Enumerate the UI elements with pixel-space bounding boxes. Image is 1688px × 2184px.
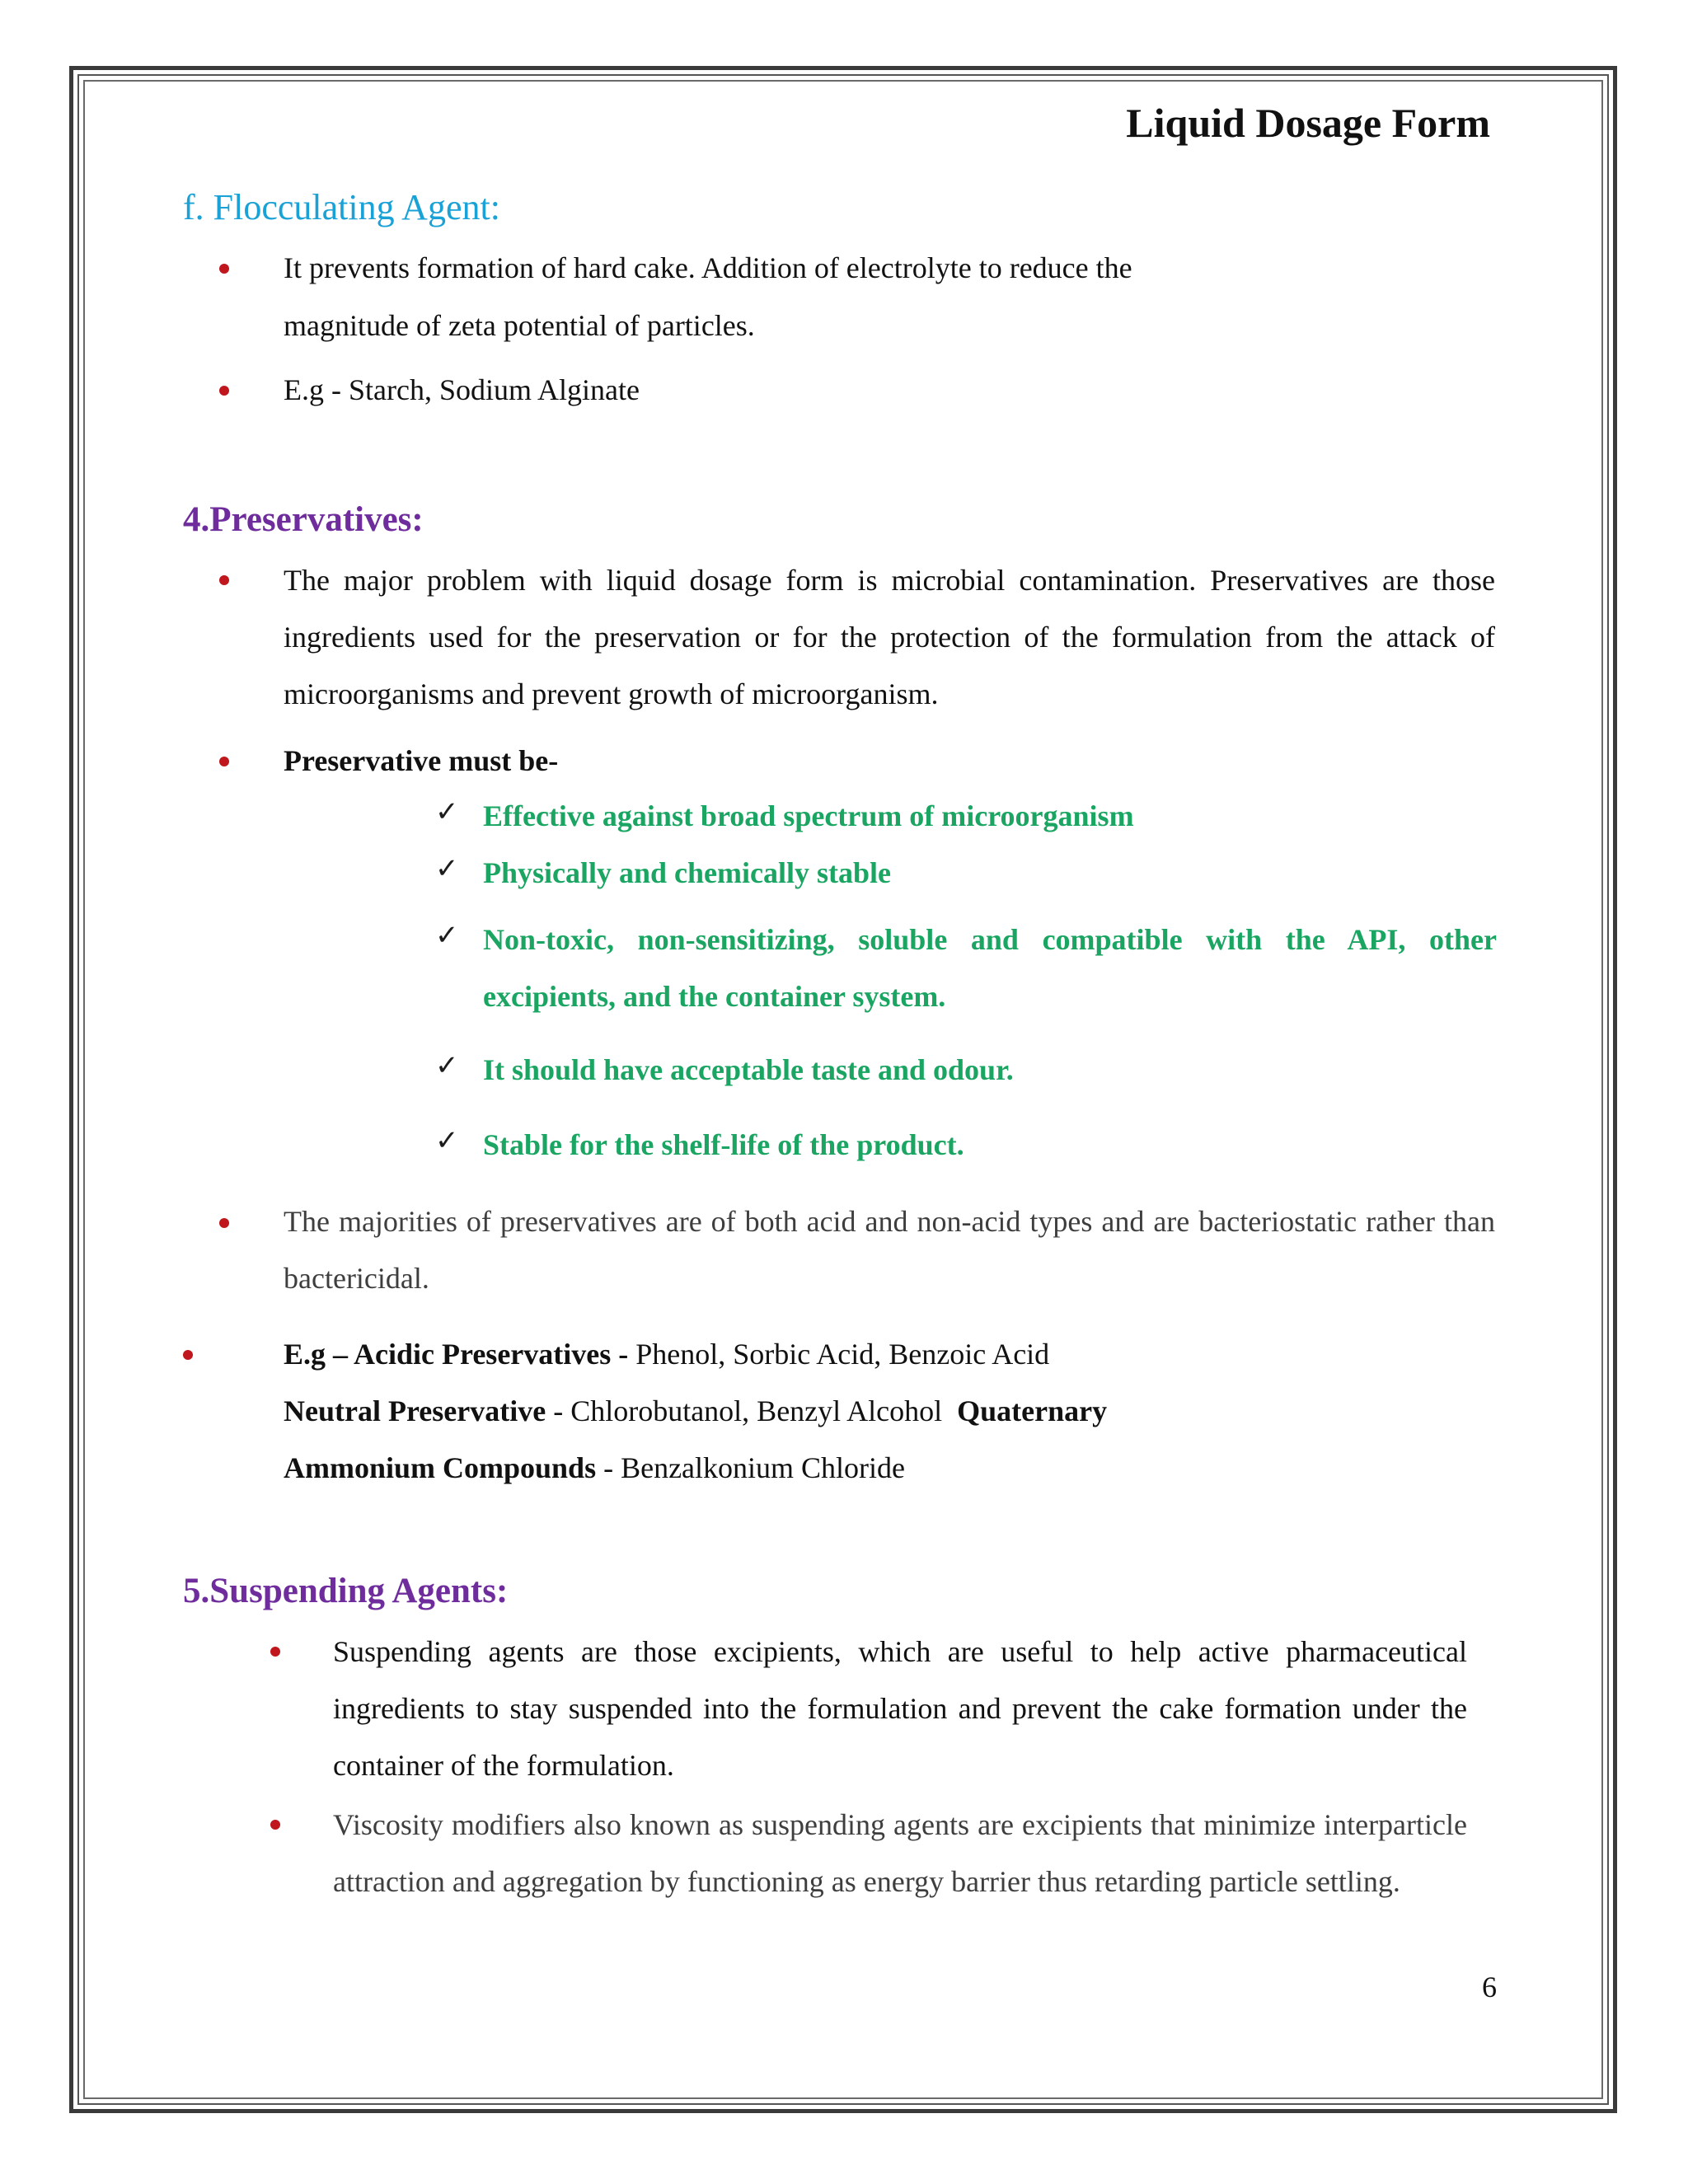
checkmark-icon: ✓: [435, 797, 459, 827]
checklist-item: It should have acceptable taste and odour.: [483, 1053, 1014, 1086]
neutral-preservative-values: - Chlorobutanol, Benzyl Alcohol: [546, 1394, 958, 1427]
page-header-title: Liquid Dosage Form: [1126, 100, 1490, 146]
preservatives-heading: 4.Preservatives:: [183, 500, 424, 539]
neutral-preservative-label: Neutral Preservative: [284, 1394, 546, 1427]
checklist-item: Effective against broad spectrum of microorganism: [483, 799, 1134, 832]
flocculating-agent-heading: f. Flocculating Agent:: [183, 187, 500, 227]
acidic-preservatives-line: [284, 1326, 1049, 1382]
checkmark-icon: ✓: [435, 921, 459, 951]
checkmark-icon: ✓: [435, 854, 459, 884]
bullet-dot-icon: [270, 1820, 280, 1830]
quaternary-label-part-2: Ammonium Compounds: [284, 1451, 597, 1484]
checklist-item: Stable for the shelf-life of the product.: [483, 1128, 964, 1161]
bullet-dot-icon: [219, 386, 229, 396]
preservatives-types-note: The majorities of preservatives are of both acid and non-acid types and are bacteriostatic rather than bactericidal.: [284, 1205, 1495, 1295]
bullet-dot-icon: [270, 1647, 280, 1657]
quaternary-label-part-1: Quaternary: [957, 1394, 1108, 1427]
flocculating-bullet-1-line-2: magnitude of zeta potential of particles.: [284, 309, 755, 342]
quaternary-values: - Benzalkonium Chloride: [596, 1451, 906, 1484]
flocculating-bullet-1-line-1: It prevents formation of hard cake. Addition of electrolyte to reduce the: [284, 251, 1132, 284]
checklist-item: Physically and chemically stable: [483, 856, 891, 889]
suspending-bullet-1: Suspending agents are those excipients, which are useful to help active pharmaceutical ingredients to stay suspended into the formulation and prevent the cake formation under the container of the formulation.: [333, 1635, 1467, 1782]
checklist-item: Non-toxic, non-sensitizing, soluble and compatible with the API, other excipients, and the container system.: [483, 923, 1497, 1013]
suspending-bullet-2: Viscosity modifiers also known as suspending agents are excipients that minimize interparticle attraction and aggregation by functioning as energy barrier thus retarding particle settling.: [333, 1808, 1467, 1898]
bullet-dot-icon: [219, 1218, 229, 1228]
checkmark-icon: ✓: [435, 1051, 459, 1081]
bullet-dot-icon: [219, 264, 229, 274]
quaternary-ammonium-line: [284, 1440, 905, 1496]
page-number: 6: [1482, 1971, 1497, 2004]
preservative-must-be-label: Preservative must be-: [284, 744, 559, 777]
preservatives-intro: The major problem with liquid dosage form is microbial contamination. Preservatives are those ingredients used for the preservation or for the protection of the formulation from the attack of microorganisms and prevent growth of microorganism.: [284, 564, 1495, 710]
bullet-dot-icon: [219, 757, 229, 766]
checkmark-icon: ✓: [435, 1126, 459, 1156]
acidic-preservatives-values: Phenol, Sorbic Acid, Benzoic Acid: [628, 1338, 1050, 1371]
bullet-dot-icon: [219, 575, 229, 585]
suspending-agents-heading: 5.Suspending Agents:: [183, 1572, 509, 1610]
bullet-dot-icon: [183, 1350, 193, 1360]
flocculating-bullet-2: E.g - Starch, Sodium Alginate: [284, 373, 640, 406]
neutral-preservative-line: [284, 1383, 1107, 1439]
acidic-preservatives-label: E.g – Acidic Preservatives -: [284, 1338, 629, 1371]
